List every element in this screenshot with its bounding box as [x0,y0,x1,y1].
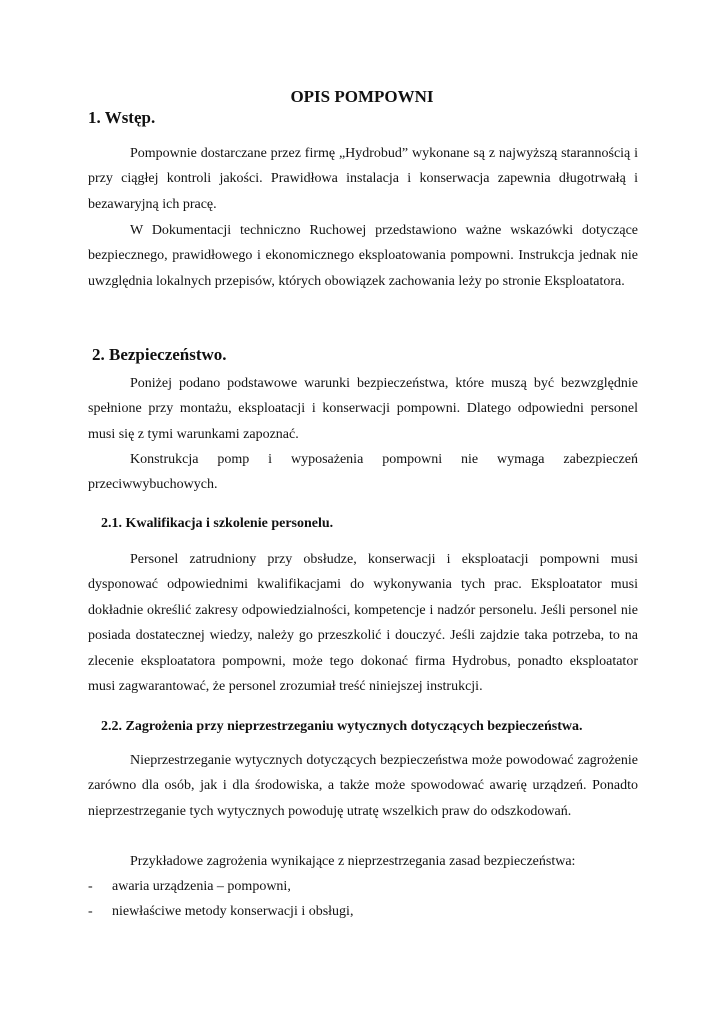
section-1-paragraph-2: W Dokumentacji techniczno Ruchowej przedstawiono ważne wskazówki dotyczące bezpiecznego, prawidłowego i ekonomicznego eksploatowania pompowni. Instrukcja jednak nie uwzględnia lokalnych przepisów, których obowiązek zachowania leży po stronie Eksploatatora. [88,223,638,289]
section-2-paragraph-2: Konstrukcja pomp i wyposażenia pompowni nie wymaga zabezpieczeń przeciwwybuchowych. [88,452,638,493]
list-dash: - [88,904,93,919]
section-1-heading: 1. Wstęp. [88,108,156,127]
section-2-1-paragraph-1: Personel zatrudniony przy obsłudze, konserwacji i eksploatacji pompowni musi dysponować odpowiednimi kwalifikacjami do wykonywania tych prac. Eksploatator musi dokładnie określić zakresy odpowiedzialności, kompetencje i nadzór personelu. Jeśli personel nie posiada dostatecznej wiedzy, należy go przeszkolić i douczyć. Jeśli zajdzie taka potrzeba, to na zlecenie eksploatatora pompowni, może tego dokonać firma Hydrobus, ponadto eksploatator musi zagwarantować, że personel zrozumiał treść niniejszej instrukcji. [88,552,638,695]
section-2-paragraph-1: Poniżej podano podstawowe warunki bezpieczeństwa, które muszą być bezwzględnie spełnione przy montażu, eksploatacji i konserwacji pompowni. Dlatego odpowiedni personel musi się z tymi warunkami zapoznać. [88,376,638,442]
document-title: OPIS POMPOWNI [290,87,434,106]
section-2-2-paragraph-1: Nieprzestrzeganie wytycznych dotyczących bezpieczeństwa może powodować zagrożenie zarówno dla osób, jak i dla środowiska, a także może spowodować awarię urządzeń. Ponadto nieprzestrzeganie tych wytycznych powoduję utratę wszelkich praw do odszkodowań. [88,753,638,819]
list-item-text: awaria urządzenia – pompowni, [112,879,291,894]
section-2-1-heading: 2.1. Kwalifikacja i szkolenie personelu. [101,516,334,531]
list-item [88,874,291,899]
list-dash: - [88,879,93,894]
section-2-2-paragraph-2: Przykładowe zagrożenia wynikające z nieprzestrzegania zasad bezpieczeństwa: [130,854,576,869]
section-2-2-heading: 2.2. Zagrożenia przy nieprzestrzeganiu wytycznych dotyczących bezpieczeństwa. [101,719,583,734]
list-item [88,899,353,924]
section-2-heading: 2. Bezpieczeństwo. [92,345,227,364]
list-item-text: niewłaściwe metody konserwacji i obsługi, [112,904,354,919]
section-1-paragraph-1: Pompownie dostarczane przez firmę „Hydrobud” wykonane są z najwyższą starannością i przy ciągłej kontroli jakości. Prawidłowa instalacja i konserwacja zapewnia długotrwałą i bezawaryjną ich pracę. [88,146,638,212]
